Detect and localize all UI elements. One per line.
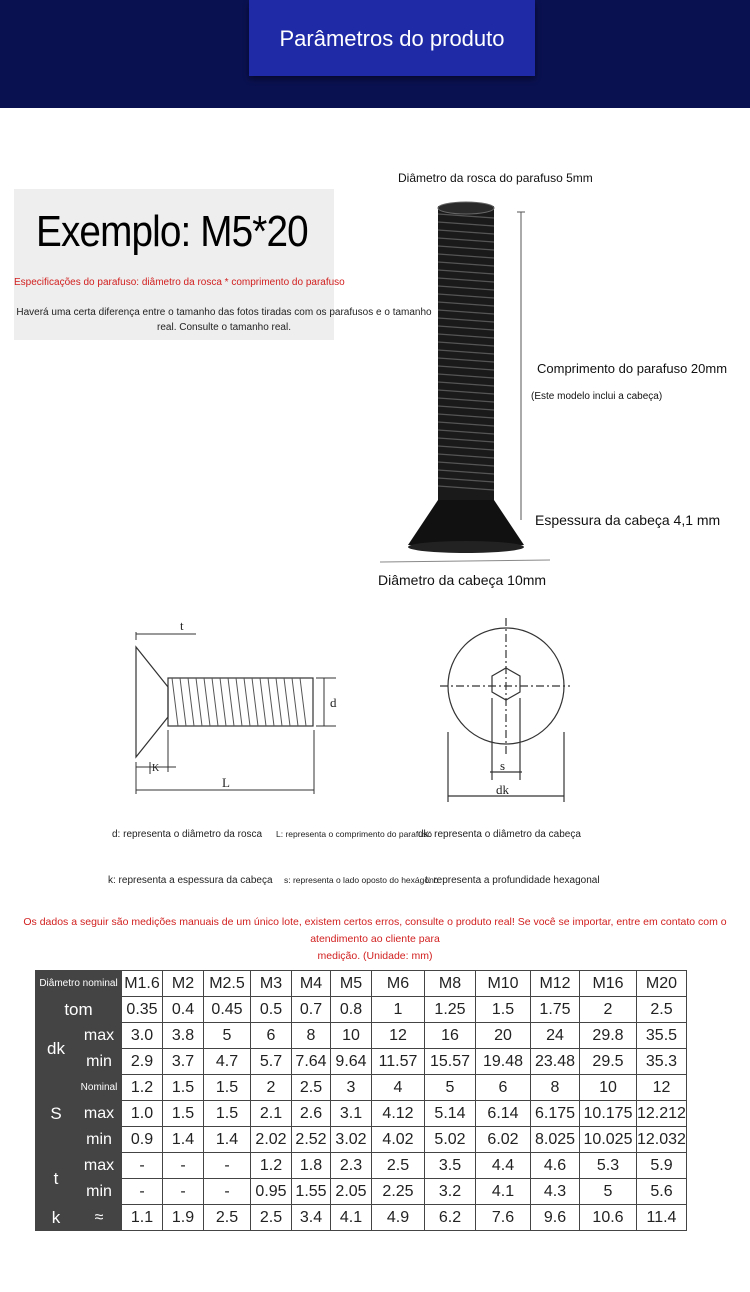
cell-t-max: 5.9 [637,1153,687,1179]
warning-line2: medição. (Unidade: mm) [317,950,433,962]
cell-s-max: 1.5 [163,1101,204,1127]
cell-k-values: 9.6 [531,1205,580,1231]
cell-s-min: 6.02 [476,1127,531,1153]
cell-t-min: - [122,1179,163,1205]
cell-s-min: 12.032 [637,1127,687,1153]
cell-dk-max: 20 [476,1023,531,1049]
table-row-t-max [36,1153,687,1179]
cell-k-values: 7.6 [476,1205,531,1231]
cell-dk-max: 8 [292,1023,331,1049]
drawing-label-k: K [152,763,160,774]
cell-k-values: 4.1 [331,1205,372,1231]
cell-dk-max: 10 [331,1023,372,1049]
cell-t-min: - [204,1179,251,1205]
page-title: Parâmetros do produto [279,26,505,51]
cell-s-nominal: 1.5 [163,1075,204,1101]
cell-t-min: 5 [580,1179,637,1205]
cell-s-min: 2.52 [292,1127,331,1153]
cell-k-values: 4.9 [372,1205,425,1231]
cell-t-min: 0.95 [251,1179,292,1205]
cell-t-min: 2.25 [372,1179,425,1205]
cell-s-min: 8.025 [531,1127,580,1153]
table-row-s-nominal [36,1075,687,1101]
header-banner [0,0,750,108]
header-size-M16: M16 [580,971,637,997]
cell-t-max: - [204,1153,251,1179]
drawing-label-d: d [330,695,337,710]
legend-L: L: representa o comprimento do parafuso [276,829,432,839]
cell-dk-min: 11.57 [372,1049,425,1075]
cell-k-values: 2.5 [204,1205,251,1231]
cell-s-min: 1.4 [163,1127,204,1153]
cell-pitch: 1.25 [425,997,476,1023]
side-view-drawing [128,612,348,802]
head-diameter-label: Diâmetro da cabeça 10mm [378,572,547,588]
example-note-line2: real. Consulte o tamanho real. [157,322,291,333]
cell-t-max: 1.8 [292,1153,331,1179]
table-row-s-max [36,1101,687,1127]
legend-t: t: representa a profundidade hexagonal [425,875,600,886]
header-size-M8: M8 [425,971,476,997]
header-size-M5: M5 [331,971,372,997]
row-label-s-nominal: Nominal [77,1075,122,1101]
example-note-line1: Haverá uma certa diferença entre o tamanho das fotos tiradas com os parafusos e o tamanho [16,307,432,318]
header-nominal-diameter: Diâmetro nominal [36,971,122,997]
table-row-pitch [36,997,687,1023]
cell-s-max: 12.212 [637,1101,687,1127]
cell-s-min: 5.02 [425,1127,476,1153]
cell-t-min: 1.55 [292,1179,331,1205]
row-label-dk-max: max [77,1023,122,1049]
drawing-label-s: s [500,758,506,773]
cell-dk-min: 4.7 [204,1049,251,1075]
cell-s-nominal: 10 [580,1075,637,1101]
cell-s-max: 3.1 [331,1101,372,1127]
cell-t-max: 4.6 [531,1153,580,1179]
header-size-M2: M2 [163,971,204,997]
cell-s-nominal: 12 [637,1075,687,1101]
cell-pitch: 1.5 [476,997,531,1023]
row-group-dk: dk [36,1023,77,1075]
header-size-M10: M10 [476,971,531,997]
cell-dk-max: 16 [425,1023,476,1049]
cell-k-values: 11.4 [637,1205,687,1231]
row-label-pitch: tom [36,997,122,1023]
cell-s-max: 1.0 [122,1101,163,1127]
cell-k-values: 10.6 [580,1205,637,1231]
drawing-label-L: L [222,775,230,790]
cell-t-max: 3.5 [425,1153,476,1179]
cell-pitch: 1 [372,997,425,1023]
cell-s-max: 10.175 [580,1101,637,1127]
table-header-row [36,971,687,997]
cell-pitch: 0.7 [292,997,331,1023]
cell-t-max: 4.4 [476,1153,531,1179]
cell-k-values: 3.4 [292,1205,331,1231]
cell-t-max: 2.5 [372,1153,425,1179]
cell-dk-min: 29.5 [580,1049,637,1075]
cell-dk-min: 19.48 [476,1049,531,1075]
cell-s-max: 5.14 [425,1101,476,1127]
cell-s-nominal: 5 [425,1075,476,1101]
row-label-k-values: ≈ [77,1205,122,1231]
table-row-t-min [36,1179,687,1205]
legend-dk: dk: representa o diâmetro da cabeça [418,829,581,840]
length-label: Comprimento do parafuso 20mm [537,361,728,376]
table-row-dk-min [36,1049,687,1075]
spec-table [35,970,687,1231]
cell-s-nominal: 1.5 [204,1075,251,1101]
cell-dk-max: 5 [204,1023,251,1049]
cell-s-min: 3.02 [331,1127,372,1153]
cell-t-min: 4.3 [531,1179,580,1205]
cell-s-max: 2.1 [251,1101,292,1127]
cell-dk-min: 5.7 [251,1049,292,1075]
row-group-k: k [36,1205,77,1231]
cell-s-min: 10.025 [580,1127,637,1153]
cell-s-min: 1.4 [204,1127,251,1153]
cell-dk-max: 6 [251,1023,292,1049]
drawing-label-dk: dk [496,782,509,797]
cell-t-max: 2.3 [331,1153,372,1179]
head-thickness-label: Espessura da cabeça 4,1 mm [535,512,721,528]
thread-diameter-label: Diâmetro da rosca do parafuso 5mm [398,171,593,185]
cell-dk-max: 12 [372,1023,425,1049]
cell-t-min: 3.2 [425,1179,476,1205]
row-group-s: S [36,1075,77,1153]
header-tab [249,0,535,76]
cell-s-max: 1.5 [204,1101,251,1127]
cell-k-values: 1.1 [122,1205,163,1231]
cell-pitch: 0.8 [331,997,372,1023]
cell-dk-min: 3.7 [163,1049,204,1075]
cell-t-max: 5.3 [580,1153,637,1179]
measurement-warning [0,914,750,965]
legend-d: d: representa o diâmetro da rosca [112,829,263,840]
header-size-M3: M3 [251,971,292,997]
cell-s-max: 4.12 [372,1101,425,1127]
legend-k: k: representa a espessura da cabeça [108,875,273,886]
cell-s-nominal: 3 [331,1075,372,1101]
cell-t-max: - [163,1153,204,1179]
cell-dk-min: 15.57 [425,1049,476,1075]
cell-s-min: 0.9 [122,1127,163,1153]
cell-s-nominal: 8 [531,1075,580,1101]
row-label-t-min: min [77,1179,122,1205]
cell-k-values: 2.5 [251,1205,292,1231]
cell-s-min: 4.02 [372,1127,425,1153]
row-label-t-max: max [77,1153,122,1179]
example-title: Exemplo: M5*20 [36,207,308,256]
cell-pitch: 0.45 [204,997,251,1023]
cell-dk-min: 23.48 [531,1049,580,1075]
cell-dk-max: 3.8 [163,1023,204,1049]
cell-dk-min: 7.64 [292,1049,331,1075]
cell-s-nominal: 2 [251,1075,292,1101]
length-note: (Este modelo inclui a cabeça) [531,391,663,402]
cell-pitch: 0.35 [122,997,163,1023]
row-label-s-max: max [77,1101,122,1127]
cell-s-nominal: 1.2 [122,1075,163,1101]
example-spec-line: Especificações do parafuso: diâmetro da rosca * comprimento do parafuso [14,277,345,288]
table-row-s-min [36,1127,687,1153]
cell-t-min: 5.6 [637,1179,687,1205]
cell-k-values: 1.9 [163,1205,204,1231]
cell-pitch: 1.75 [531,997,580,1023]
table-row-dk-max [36,1023,687,1049]
warning-line1: Os dados a seguir são medições manuais de um único lote, existem certos erros, consulte o produto real! Se você se importar, entre em contato com o atendimento ao cliente para [23,916,727,945]
row-label-dk-min: min [77,1049,122,1075]
cell-t-min: - [163,1179,204,1205]
cell-t-min: 4.1 [476,1179,531,1205]
cell-s-nominal: 2.5 [292,1075,331,1101]
cell-dk-max: 35.5 [637,1023,687,1049]
header-size-M2.5: M2.5 [204,971,251,997]
table-row-k-values [36,1205,687,1231]
header-size-M6: M6 [372,971,425,997]
header-size-M1.6: M1.6 [122,971,163,997]
cell-dk-min: 35.3 [637,1049,687,1075]
cell-k-values: 6.2 [425,1205,476,1231]
cell-t-min: 2.05 [331,1179,372,1205]
row-group-t: t [36,1153,77,1205]
cell-dk-min: 9.64 [331,1049,372,1075]
header-size-M20: M20 [637,971,687,997]
cell-s-nominal: 6 [476,1075,531,1101]
cell-t-max: 1.2 [251,1153,292,1179]
legend-s: s: representa o lado oposto do hexágono [284,875,439,885]
drawing-label-t: t [180,618,184,633]
cell-pitch: 0.4 [163,997,204,1023]
cell-pitch: 2.5 [637,997,687,1023]
cell-s-max: 2.6 [292,1101,331,1127]
cell-t-max: - [122,1153,163,1179]
header-size-M4: M4 [292,971,331,997]
cell-dk-max: 29.8 [580,1023,637,1049]
cell-s-nominal: 4 [372,1075,425,1101]
cell-pitch: 2 [580,997,637,1023]
cell-dk-max: 3.0 [122,1023,163,1049]
cell-s-max: 6.14 [476,1101,531,1127]
top-view-drawing [440,612,570,807]
cell-pitch: 0.5 [251,997,292,1023]
cell-s-max: 6.175 [531,1101,580,1127]
cell-dk-max: 24 [531,1023,580,1049]
header-size-M12: M12 [531,971,580,997]
cell-s-min: 2.02 [251,1127,292,1153]
cell-dk-min: 2.9 [122,1049,163,1075]
row-label-s-min: min [77,1127,122,1153]
